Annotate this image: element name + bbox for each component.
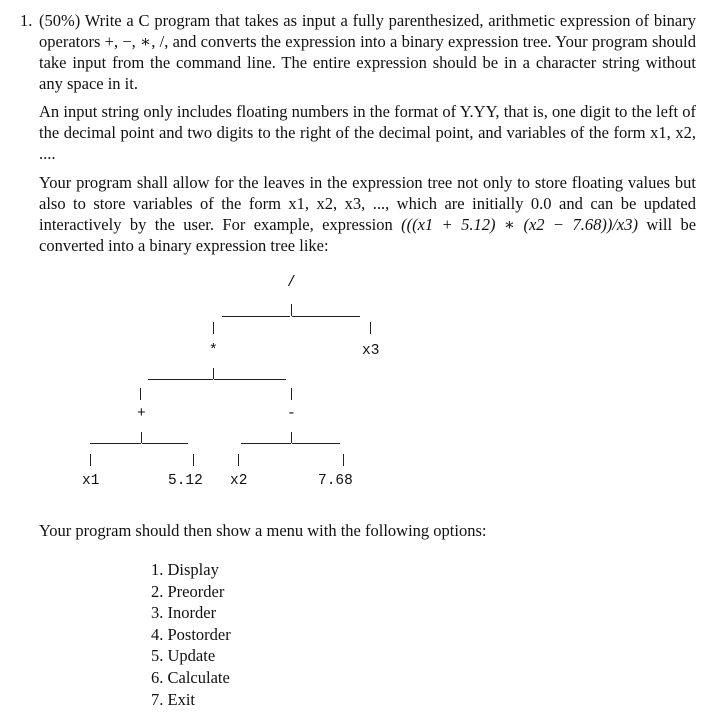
problem-number: 1. [20, 11, 33, 30]
tree-edge-mult-stem [213, 368, 214, 379]
menu-intro: Your program should then show a menu with the following options: [39, 521, 487, 540]
tree-edge-minus-stem [291, 432, 292, 443]
tree-leaf-x1: x1 [82, 473, 100, 489]
tree-edge-plus-left [90, 443, 141, 444]
example-expression: (((x1 + 5.12) ∗ (x2 − 7.68))/x3) [401, 215, 638, 234]
tree-leaf-x2: x2 [230, 473, 248, 489]
tree-edge-768-up [343, 454, 344, 466]
tree-node-multiply: * [209, 343, 218, 359]
tree-leaf-7-68: 7.68 [318, 473, 353, 489]
tree-edge-mult-left [148, 379, 213, 380]
paragraph-input-format: An input string only includes floating numbers in the format of Y.YY, that is, one digit to the left of the decimal point and two digits to the right of the decimal point, and variables of the form x1, x2, .... [39, 102, 696, 163]
tree-leaf-x3: x3 [362, 343, 380, 359]
tree-edge-x1-up [90, 454, 91, 466]
tree-edge-plus-stem [141, 432, 142, 443]
menu-option-display: 1. Display [151, 560, 219, 579]
tree-edge-minus-right [292, 443, 340, 444]
tree-edge-root-left [222, 316, 290, 317]
tree-node-minus: - [287, 406, 296, 422]
paragraph-variables [39, 172, 696, 256]
tree-edge-x2-up [238, 454, 239, 466]
tree-edge-512-up [193, 454, 194, 466]
tree-edge-plus-up [140, 388, 141, 400]
tree-edge-plus-right [142, 443, 188, 444]
tree-edge-x3-up [370, 322, 371, 334]
tree-edge-root-right [292, 316, 360, 317]
tree-leaf-5-12: 5.12 [168, 473, 203, 489]
tree-edge-mult-up [213, 322, 214, 334]
tree-edge-minus-left [241, 443, 291, 444]
tree-edge-root-stem [291, 304, 292, 316]
menu-option-postorder: 4. Postorder [151, 624, 231, 644]
tree-node-plus: + [137, 406, 146, 422]
tree-edge-minus-up [291, 388, 292, 400]
problem-intro [39, 10, 696, 94]
menu-option-update: 5. Update [151, 646, 216, 666]
problem-intro-text: Write a C program that takes as input a fully parenthesized, arithmetic expression of binary operators +, −, ∗, /, and converts the expression into a binary expression tree. Your program should take input from the command line. The entire expression should be in a character string without any space in it. [39, 11, 696, 93]
problem-weight: (50%) [39, 11, 81, 30]
tree-edge-mult-right [214, 379, 286, 380]
tree-node-divide: / [287, 275, 296, 291]
menu-option-inorder: 3. Inorder [151, 603, 217, 623]
menu-options-list [151, 559, 231, 710]
menu-option-preorder: 2. Preorder [151, 581, 225, 601]
menu-option-calculate: 6. Calculate [151, 667, 230, 687]
paragraph-variables-text: Your program shall allow for the leaves in the expression tree not only to store floating values but also to store variables of the form x1, x2, x3, ..., which are initially 0.0 and can be updated interactively by the user. For example, expression [39, 173, 696, 234]
paragraph-variables-tail: will be converted into a binary expression tree like: [39, 215, 697, 255]
menu-option-exit: 7. Exit [151, 689, 195, 709]
